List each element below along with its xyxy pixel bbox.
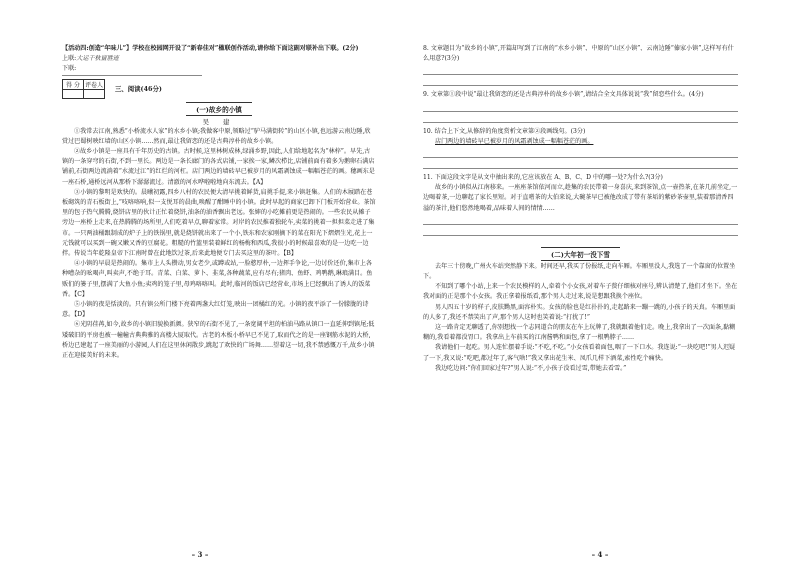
p2-paragraph-4: 这一路肯定无聊透了,你别想找一个志同道合的朋友在车上玩牌了,我就跟着他们走。晚上,我拿出了一次面条,黏糊糊的,我看着都没胃口。我拿出上车前买的江南酱鸭和面包,拿了一根鸭脖子…… xyxy=(423,324,736,342)
p2-paragraph-3: 男人四五十岁的样子,皮肤黝黑,面容朴实。女孩的脸也是红扑扑的,走起路来一蹦一跳的,小孩子的天真。车厢里面的人多了,我还不禁笑出了声,那个男人这时也笑着说:“打扰了!” xyxy=(423,303,736,321)
question-11-quote: 故乡的小镇似从江南移来。一座座茶馆依河而立,趁集的农民带着一身喜庆,来到茶馆,点一壶热茶,在茶几前坐定,一边喝着茶,一边聊起了家长里短。对于直嗜茶的大伯来说,大碗茶早已被他改成了带有茶垢的紫砂茶壶里,装着那清香四溢的茶汁,他们悠然地喝着,品味着人间的情情…… xyxy=(423,184,738,212)
paragraph-6: ⑥光阴荏苒,如今,故乡的小镇旧貌换新颜。狭窄的石街不见了,一条宽阔平坦的柏油马路从镇口一直延伸到镇尾;低矮破旧的平房也被一幢幢古典典雅的高楼大厦取代。古老的木板小桥早已不见了,取而代之的是一座钢筋水泥的大桥,桥边已建起了一座美丽的小游园,人们在这里休闲散步,跳起了欢快的广场舞……望着这一切,我不禁感慨万千,故乡小镇正在迎接美好的未来。 xyxy=(62,321,375,360)
couplet-down xyxy=(62,64,202,75)
paragraph-3: ③小镇的黎明是欢快的。晨曦初露,四乡八村的农民便大清早挑着鲜货,肩挑手提,来小镇赶集。人们的木屐踏在苍板砌筑的青石板街上,“吱咯咯响,似一支悦耳的晨曲,唤醒了酣睡中的小镇。此时早起的商家已卸下门板开始营业。茶馆里的包子热气腾腾,烧饼店里的伙计正忙着烧饼,油条的油香飘出老远。张婶的小吃摊前更是热闹的。一些农民从摊子旁边一座桥上走来,在热腾腾的场所里,人们吃着早点,聊着家常。对岸的农民推着独轮车,卖菜的挑着一担担菜走进了集市。一只两油桶跟制成的炉子上的铁锅里,就是烧饼就出来了一个小,铁东和农家刚摘下的菜在阳光下熠熠生光,花上一元钱就可以买到一碗又嫩又香的豆腐花。粗糙的竹篮里装着鲜红的杨梅和西瓜,我很小的时候最喜欢的是一边吃一边拌。传说当年乾隆皇帝下江南时曾在此地饮过茶,后来此地便专门去买这里的茶叶。【B】 xyxy=(62,188,376,258)
paragraph-5: ⑤小镇的夜是恬淡的。只有镇公所门楼下亮着两盏大红灯笼,映出一团橘红的光。小镇的夜平添了一份朦胧的诗意。【D】 xyxy=(62,301,369,319)
answer-line[interactable] xyxy=(423,64,738,75)
answer-line[interactable] xyxy=(423,101,738,112)
answer-line[interactable] xyxy=(423,214,738,225)
p2-paragraph-1: 去年三十傍晚,广州火车站突然静下来。时间还早,我买了份报纸,走向车厢。车厢里没人,我选了一个靠窗的位置坐下。 xyxy=(423,262,736,281)
score-row xyxy=(62,79,376,99)
answer-line[interactable] xyxy=(423,75,738,86)
p2-paragraph-6: 我边吃边问:“你们回家过年?”男人说:“不,小孩子没看过雪,带她去看雪。” xyxy=(435,364,627,372)
right-column xyxy=(423,44,738,374)
left-column xyxy=(62,44,376,361)
couplet-up-text: 大运千秋留胜迹 xyxy=(76,55,119,63)
right-page xyxy=(400,0,800,569)
activity-prompt: 【活动四:创造“年味儿”】学校在校园网开设了“新春佳对”楹联创作活动,请你给下面这副对联补出下联。(2分) xyxy=(62,45,359,52)
passage-title: (一)故乡的小镇 xyxy=(62,102,376,116)
paragraph-2: ②故乡小镇是一座具有千年历史的古镇。古时候,这里林树成林,绿涌乡野,因此,人们给地起名为“林梓”。早先,古镇的一条穿穹的石街,不到一里长。两边是一条长廊门的各式店铺,一家挨一家,鳞次栉比,店铺前面有着多为鹅卵石满店铺前,石街两边流淌着“水流过江”的红烂的河杠。店门两边的墙砖早已被岁月的风霜剥蚀成一幅幅苍茫的画。穗画东是一座石桥,通桥远河从那桥下潺潺流过。清澈的河水哗啦啦地向东流去。【A】 xyxy=(62,148,375,186)
question-10-quote: 店门两边的墙砖早已被岁月的风霜剥蚀成一幅幅苍茫的画。 xyxy=(435,137,594,145)
score-table xyxy=(62,79,105,99)
paragraph-4: ④小镇的早晨是热闹的。集市上人头攒动,男女老少,或蹲或站,一脸憨厚朴,一边挥手争论,一边讨价还价,集市上各种嘈杂的吆喝声,叫卖声,不绝于耳。青菜、白菜、萝卜、韭菜,各种蔬菜,应有尽有;猪肉、鱼虾、鸡鸭鹅,琳琅满目。鱼贩们的篓子里,摆满了大鱼小鱼;卖鸡的笼子里,母鸡咯咯叫。此时,临河的饭店已经营业,市场上已经飘出了诱人的饭菜香。【C】 xyxy=(62,260,373,298)
p2-paragraph-5: 我请他们一起吃。男人连忙摆着手说:“不吃,不吃。”小女孩看着面包,咽了一下口水。我连说:“一块吃吧!”男人迟疑了一下,我又说:“吃吧,都过年了,客气啥!”我又拿出花生米、凤爪几样下酒菜,索性吃个痛快。 xyxy=(423,344,736,362)
couplet-up xyxy=(62,54,376,64)
question-11: 11. 下面这段文字是从文中抽出来的,它应该放在 A、B、C、D 中的哪一处?为什么?(3分) xyxy=(423,174,663,182)
question-9: 9. 文章第①段中说“最让我留恋的还是古典淳朴的故乡小镇”,请结合全文具体说说“我”留恋些什么。(4分) xyxy=(423,91,704,99)
grader-header: 评卷人 xyxy=(84,79,105,89)
page-number-left: – 3 – xyxy=(191,550,209,559)
passage-2-title: (二)大年初一没下雪 xyxy=(423,247,738,261)
p2-paragraph-2: 不知到了哪个小站,上来一个农民模样的人,牵着个小女孩,对着车子赘仔细核对座号,辨认清楚了,他们才坐下。坐在我对面的正是那个小女孩。我正拿着报纸看,那个男人走过来,说是想跟我换个座位。 xyxy=(423,283,738,301)
author: 吴 建 xyxy=(202,117,236,126)
couplet-up-label: 上联: xyxy=(62,55,77,63)
answer-line[interactable] xyxy=(423,225,738,236)
paragraph-1: ①我常去江南,熟悉“小桥流水人家”的水乡小镇;我做客中原,领略过“驴马满街转”的山区小镇,也远游云南边陲,欣赏过巴蜀树映红墙的山区小镇……然而,最让我留恋的还是古典淳朴的故乡小镇。 xyxy=(62,127,371,145)
grader-cell xyxy=(84,89,105,98)
couplet-down-label: 下联: xyxy=(62,65,77,73)
question-10: 10. 结合上下文,从修辞的角度赏析文章第②段画线句。(3分) xyxy=(423,127,586,135)
answer-line[interactable] xyxy=(423,112,738,123)
answer-line[interactable] xyxy=(423,158,738,169)
score-cell xyxy=(63,89,84,98)
score-header: 得 分 xyxy=(63,79,84,89)
answer-line[interactable] xyxy=(423,147,738,158)
section-title: 三、阅读(46分) xyxy=(115,85,162,94)
question-8: 8. 文章题目为“故乡的小镇”,开篇却写到了江南的“水乡小镇”、中原的“山区小镇”、云南边陲“傣家小镇”,这样写有什么用意?(3分) xyxy=(423,45,734,63)
page-number-right: – 4 – xyxy=(591,550,609,559)
